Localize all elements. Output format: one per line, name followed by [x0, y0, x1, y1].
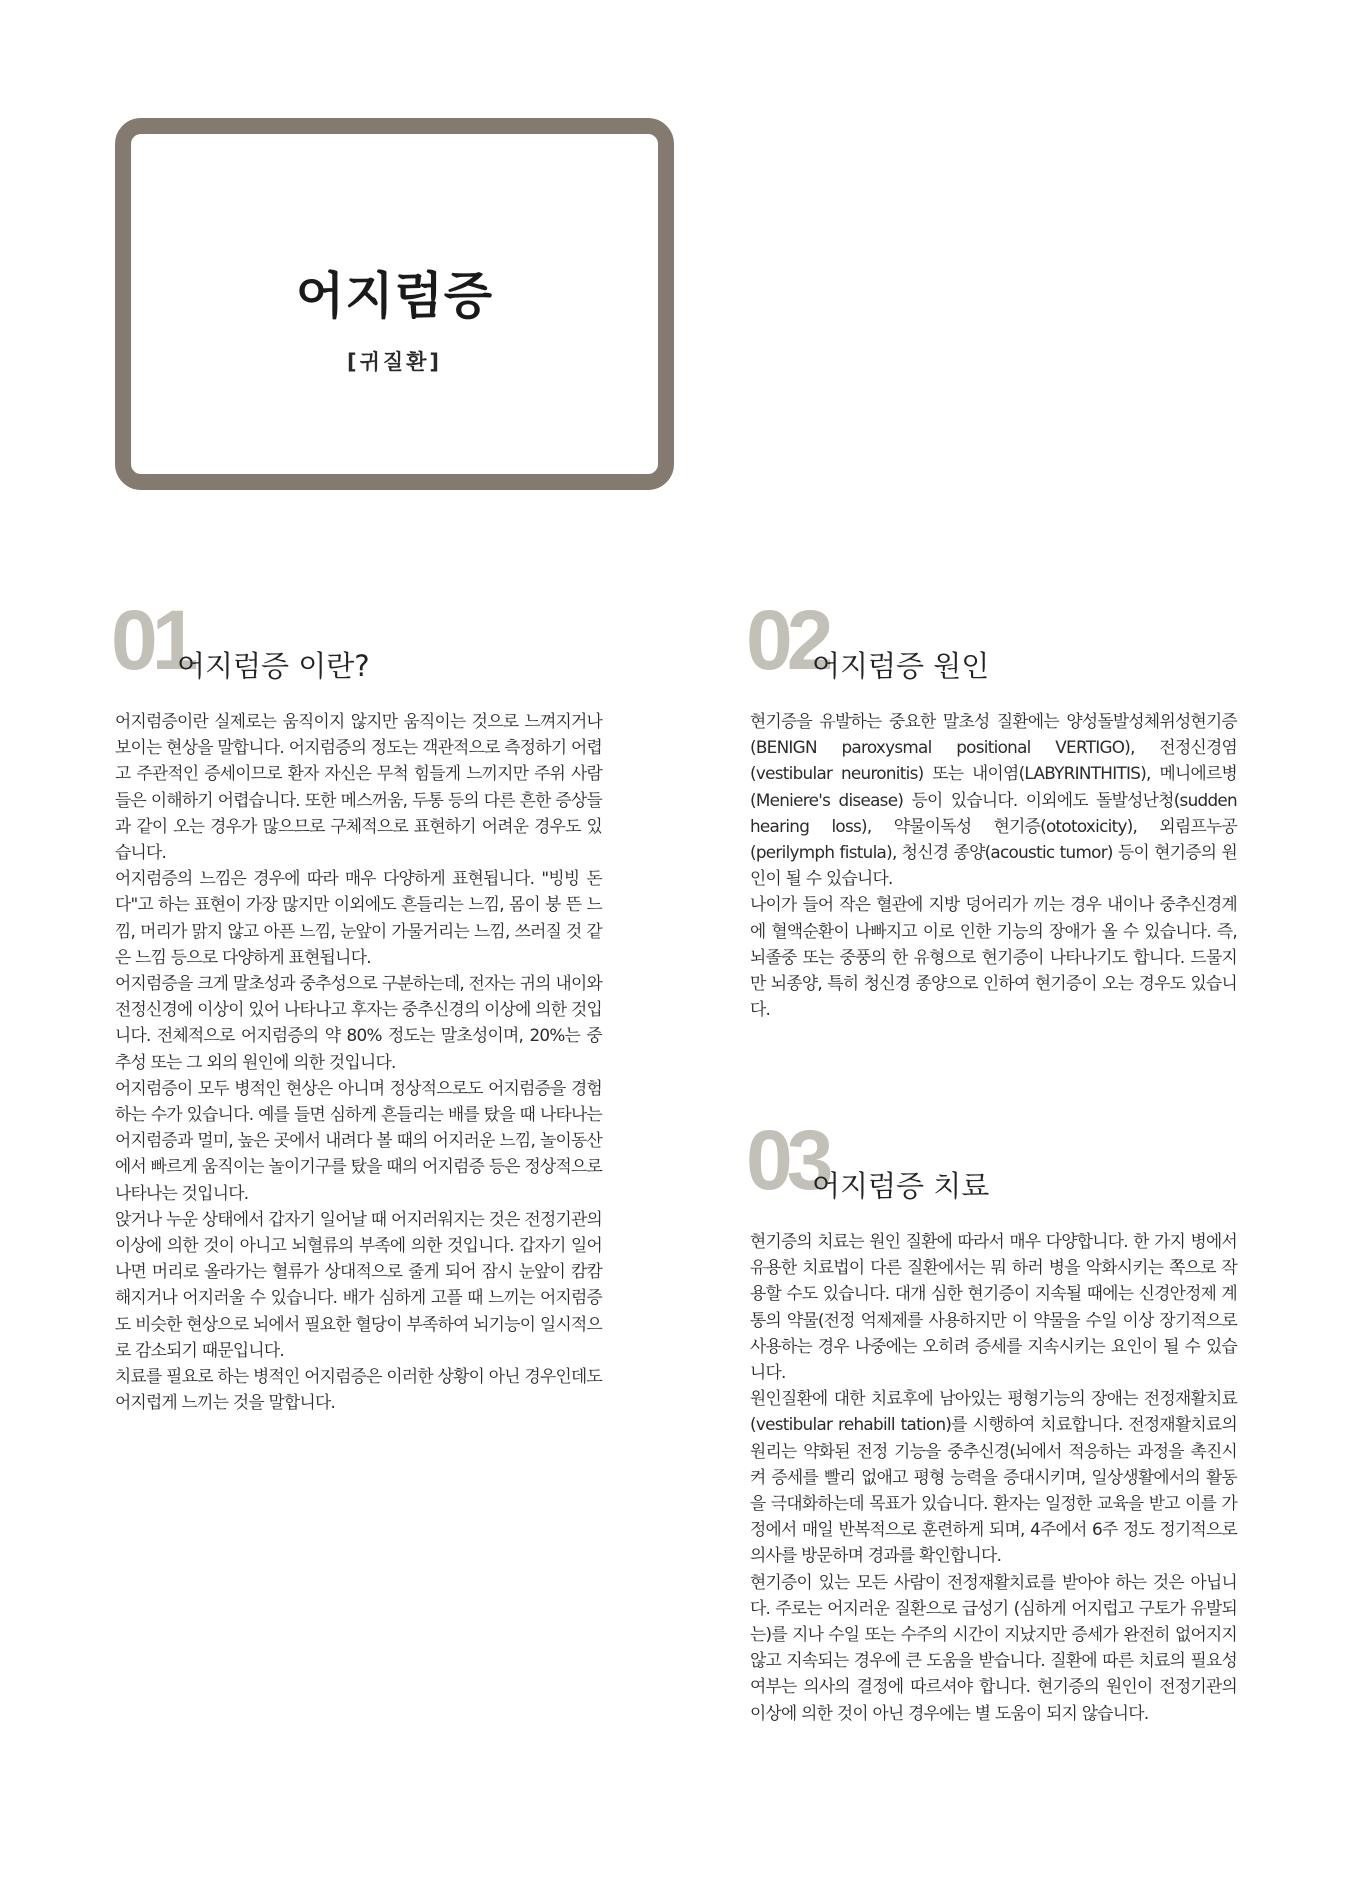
section-dizziness-treatment	[746, 1113, 1237, 1726]
paragraph: 앉거나 누운 상태에서 갑자기 일어날 때 어지러워지는 것은 전정기관의 이상에 의한 것이 아니고 뇌혈류의 부족에 의한 것입니다. 갑자기 일어나면 머리로 올라가는 혈류가 상대적으로 줄게 되어 잠시 눈앞이 캄캄해지거나 어지러울 수 있습니다. 배가 심하게 고플 때 느끼는 어지럼증도 비슷한 현상으로 뇌에서 필요한 혈당이 부족하여 뇌기능이 일시적으로 감소되기 때문입니다.	[115, 1208, 602, 1360]
title-card	[115, 118, 674, 490]
paragraph: 현기증을 유발하는 중요한 말초성 질환에는 양성돌발성체위성현기증(BENIGN paroxysmal positional VERTIGO), 전정신경염(vestibular neuronitis) 또는 내이염(LABYRINTHITIS), 메니에르병(Meniere's disease) 등이 있습니다. 이외에도 돌발성난청(sudden hearing loss), 약물이독성 현기증(ototoxicity), 외림프누공(perilymph fistula), 청신경 종양(acoustic tumor) 등이 현기증의 원인이 될 수 있습니다.	[750, 711, 1237, 889]
section-header	[746, 593, 1237, 708]
section-body	[115, 708, 602, 1415]
paragraph: 원인질환에 대한 치료후에 남아있는 평형기능의 장애는 전정재활치료(vestibular rehabill tation)를 시행하여 치료합니다. 전정재활치료의 원리는 약화된 전정 기능을 중추신경(뇌에서 적응하는 과정을 촉진시켜 증세를 빨리 없애고 평형 능력을 증대시키며, 일상생활에서의 활동을 극대화하는데 목표가 있습니다. 환자는 일정한 교육을 받고 이를 가정에서 매일 반복적으로 훈련하게 되며, 4주에서 6주 정도 정기적으로 의사를 방문하며 경과를 확인합니다.	[750, 1388, 1237, 1566]
paragraph: 어지럼증이 모두 병적인 현상은 아니며 정상적으로도 어지럼증을 경험하는 수가 있습니다. 예를 들면 심하게 흔들리는 배를 탔을 때 나타나는 어지럼증과 멀미, 높은 곳에서 내려다 볼 때의 어지러운 느낌, 놀이동산에서 빠르게 움직이는 놀이기구를 탔을 때의 어지럼증 등은 정상적으로 나타나는 것입니다.	[115, 1077, 602, 1203]
page-subtitle: [귀질환]	[346, 350, 443, 374]
paragraph: 치료를 필요로 하는 병적인 어지럼증은 이러한 상황이 아닌 경우인데도 어지럽게 느끼는 것을 말합니다.	[115, 1366, 602, 1413]
section-what-is-dizziness	[111, 593, 602, 1415]
section-number: 01	[111, 593, 193, 687]
section-body	[750, 1228, 1237, 1726]
section-body	[750, 708, 1237, 1022]
section-number: 02	[746, 593, 828, 687]
section-heading: 어지럼증 원인	[812, 649, 990, 683]
section-dizziness-causes	[746, 593, 1237, 1022]
section-number: 03	[746, 1113, 828, 1207]
paragraph: 현기증의 치료는 원인 질환에 따라서 매우 다양합니다. 한 가지 병에서 유용한 치료법이 다른 질환에서는 뭐 하러 병을 악화시키는 쪽으로 작용할 수도 있습니다. 대개 심한 현기증이 지속될 때에는 신경안정제 계통의 약물(전정 억제제를 사용하지만 이 약물을 수일 이상 장기적으로 사용하는 경우 나중에는 오히려 증세를 지속시키는 요인이 될 수 있습니다.	[750, 1231, 1237, 1383]
paragraph: 현기증이 있는 모든 사람이 전정재활치료를 받아야 하는 것은 아닙니다. 주로는 어지러운 질환으로 급성기 (심하게 어지럽고 구토가 유발되는)를 지나 수일 또는 수주의 시간이 지났지만 증세가 완전히 없어지지 않고 지속되는 경우에 큰 도움을 받습니다. 질환에 따른 치료의 필요성 여부는 의사의 결정에 따르셔야 합니다. 현기증의 원인이 전정기관의 이상에 의한 것이 아닌 경우에는 별 도움이 되지 않습니다.	[750, 1571, 1237, 1723]
section-header	[111, 593, 602, 708]
section-header	[746, 1113, 1237, 1228]
paragraph: 나이가 들어 작은 혈관에 지방 덩어리가 끼는 경우 내이나 중추신경계에 혈액순환이 나빠지고 이로 인한 기능의 장애가 올 수 있습니다. 즉, 뇌졸중 또는 중풍의 한 유형으로 현기증이 나타나기도 합니다. 드물지만 뇌종양, 특히 청신경 종양으로 인하여 현기증이 오는 경우도 있습니다.	[750, 894, 1237, 1020]
section-heading: 어지럼증 치료	[812, 1169, 990, 1203]
section-heading: 어지럼증 이란?	[177, 649, 370, 683]
page-title: 어지럼증	[295, 267, 494, 325]
paragraph: 어지럼증이란 실제로는 움직이지 않지만 움직이는 것으로 느껴지거나 보이는 현상을 말합니다. 어지럼증의 정도는 객관적으로 측정하기 어렵고 주관적인 증세이므로 환자 자신은 무척 힘들게 느끼지만 주위 사람들은 이해하기 어렵습니다. 또한 메스꺼움, 두통 등의 다른 흔한 증상들과 같이 오는 경우가 많으므로 구체적으로 표현하기 어려운 경우도 있습니다.	[115, 711, 602, 863]
paragraph: 어지럼증을 크게 말초성과 중추성으로 구분하는데, 전자는 귀의 내이와 전정신경에 이상이 있어 나타나고 후자는 중추신경의 이상에 의한 것입니다. 전체적으로 어지럼증의 약 80% 정도는 말초성이며, 20%는 중추성 또는 그 외의 원인에 의한 것입니다.	[115, 973, 602, 1072]
paragraph: 어지럼증의 느낌은 경우에 따라 매우 다양하게 표현됩니다. "빙빙 돈다"고 하는 표현이 가장 많지만 이외에도 흔들리는 느낌, 몸이 붕 뜬 느낌, 머리가 맑지 않고 아픈 느낌, 눈앞이 가물거리는 느낌, 쓰러질 것 같은 느낌 등으로 다양하게 표현됩니다.	[115, 868, 602, 967]
